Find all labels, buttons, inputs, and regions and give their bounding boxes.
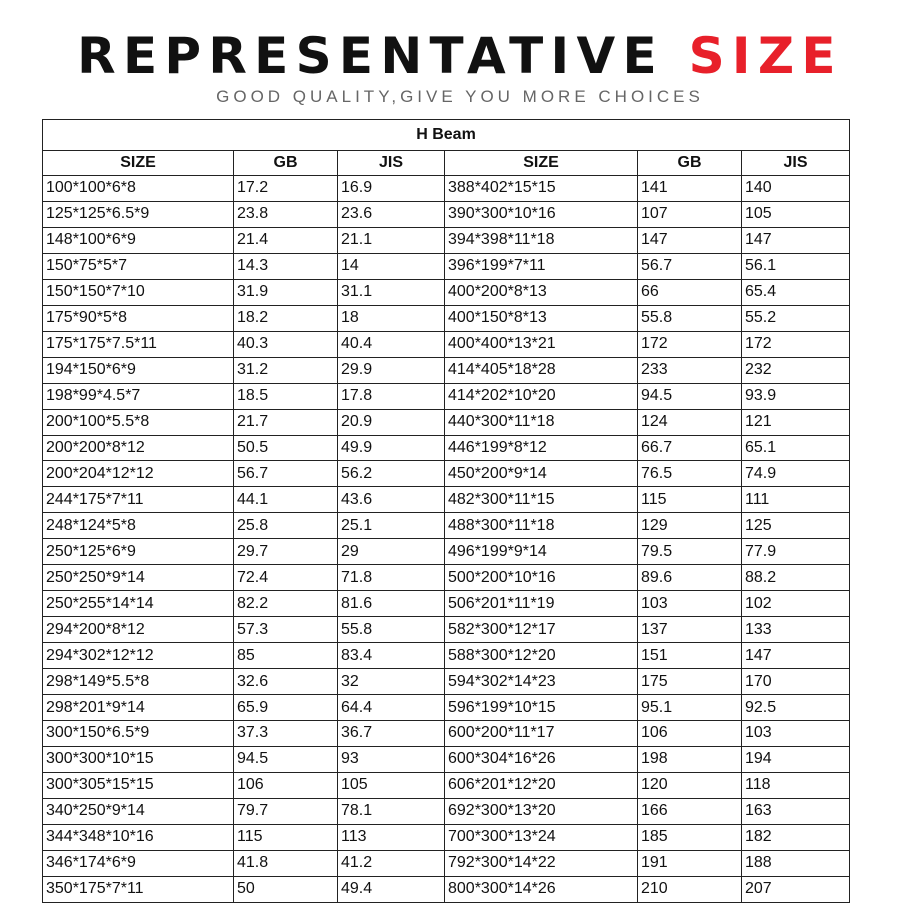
cell-size: 350*175*7*11 — [43, 876, 234, 902]
cell-size: 400*400*13*21 — [445, 331, 638, 357]
table-row — [43, 253, 850, 279]
cell-jis: 88.2 — [742, 565, 850, 591]
cell-jis: 77.9 — [742, 539, 850, 565]
column-header-gb: GB — [234, 151, 338, 176]
cell-size: 692*300*13*20 — [445, 798, 638, 824]
cell-size: 440*300*11*18 — [445, 409, 638, 435]
table-row — [43, 824, 850, 850]
table-row — [43, 876, 850, 902]
cell-jis: 29.9 — [338, 357, 445, 383]
cell-gb: 66 — [638, 279, 742, 305]
cell-jis: 103 — [742, 721, 850, 747]
column-header-size: SIZE — [43, 151, 234, 176]
page-headline — [0, 24, 920, 88]
cell-gb: 115 — [638, 487, 742, 513]
cell-jis: 20.9 — [338, 409, 445, 435]
table-row — [43, 695, 850, 721]
table-header-row — [43, 151, 850, 176]
cell-gb: 57.3 — [234, 617, 338, 643]
cell-jis: 105 — [742, 201, 850, 227]
cell-gb: 21.7 — [234, 409, 338, 435]
cell-gb: 29.7 — [234, 539, 338, 565]
table-row — [43, 435, 850, 461]
table-row — [43, 227, 850, 253]
cell-jis: 232 — [742, 357, 850, 383]
cell-gb: 40.3 — [234, 331, 338, 357]
table-title: H Beam — [43, 120, 850, 151]
headline-main: REPRESENTATIVE — [77, 27, 689, 85]
cell-size: 346*174*6*9 — [43, 850, 234, 876]
cell-gb: 37.3 — [234, 721, 338, 747]
cell-size: 150*150*7*10 — [43, 279, 234, 305]
cell-gb: 21.4 — [234, 227, 338, 253]
cell-gb: 210 — [638, 876, 742, 902]
cell-jis: 102 — [742, 591, 850, 617]
column-header-jis: JIS — [338, 151, 445, 176]
cell-size: 588*300*12*20 — [445, 643, 638, 669]
cell-jis: 49.9 — [338, 435, 445, 461]
cell-size: 200*204*12*12 — [43, 461, 234, 487]
cell-jis: 49.4 — [338, 876, 445, 902]
cell-gb: 79.5 — [638, 539, 742, 565]
cell-gb: 82.2 — [234, 591, 338, 617]
cell-size: 414*202*10*20 — [445, 383, 638, 409]
table-row — [43, 617, 850, 643]
cell-size: 298*149*5.5*8 — [43, 669, 234, 695]
cell-gb: 89.6 — [638, 565, 742, 591]
cell-jis: 71.8 — [338, 565, 445, 591]
cell-jis: 65.4 — [742, 279, 850, 305]
cell-size: 506*201*11*19 — [445, 591, 638, 617]
cell-gb: 166 — [638, 798, 742, 824]
cell-jis: 21.1 — [338, 227, 445, 253]
cell-size: 582*300*12*17 — [445, 617, 638, 643]
cell-gb: 72.4 — [234, 565, 338, 591]
cell-jis: 17.8 — [338, 383, 445, 409]
cell-size: 294*200*8*12 — [43, 617, 234, 643]
cell-gb: 76.5 — [638, 461, 742, 487]
cell-size: 250*255*14*14 — [43, 591, 234, 617]
cell-size: 300*300*10*15 — [43, 746, 234, 772]
cell-gb: 233 — [638, 357, 742, 383]
table-row — [43, 279, 850, 305]
table-row — [43, 201, 850, 227]
cell-gb: 50 — [234, 876, 338, 902]
cell-size: 390*300*10*16 — [445, 201, 638, 227]
cell-size: 450*200*9*14 — [445, 461, 638, 487]
table-row — [43, 565, 850, 591]
cell-jis: 29 — [338, 539, 445, 565]
table-row — [43, 591, 850, 617]
cell-size: 414*405*18*28 — [445, 357, 638, 383]
cell-size: 400*200*8*13 — [445, 279, 638, 305]
cell-gb: 151 — [638, 643, 742, 669]
cell-size: 446*199*8*12 — [445, 435, 638, 461]
cell-gb: 55.8 — [638, 305, 742, 331]
cell-jis: 43.6 — [338, 487, 445, 513]
cell-jis: 147 — [742, 227, 850, 253]
cell-jis: 105 — [338, 772, 445, 798]
cell-size: 394*398*11*18 — [445, 227, 638, 253]
cell-size: 125*125*6.5*9 — [43, 201, 234, 227]
cell-gb: 14.3 — [234, 253, 338, 279]
cell-size: 800*300*14*26 — [445, 876, 638, 902]
cell-gb: 198 — [638, 746, 742, 772]
cell-size: 244*175*7*11 — [43, 487, 234, 513]
table-row — [43, 305, 850, 331]
cell-jis: 147 — [742, 643, 850, 669]
cell-size: 388*402*15*15 — [445, 176, 638, 202]
cell-gb: 103 — [638, 591, 742, 617]
cell-gb: 147 — [638, 227, 742, 253]
cell-size: 150*75*5*7 — [43, 253, 234, 279]
cell-jis: 172 — [742, 331, 850, 357]
cell-gb: 137 — [638, 617, 742, 643]
column-header-jis: JIS — [742, 151, 850, 176]
table-row — [43, 513, 850, 539]
cell-size: 488*300*11*18 — [445, 513, 638, 539]
cell-size: 175*90*5*8 — [43, 305, 234, 331]
table-row — [43, 383, 850, 409]
cell-jis: 64.4 — [338, 695, 445, 721]
cell-size: 298*201*9*14 — [43, 695, 234, 721]
cell-gb: 23.8 — [234, 201, 338, 227]
cell-jis: 113 — [338, 824, 445, 850]
table-row — [43, 798, 850, 824]
cell-gb: 18.2 — [234, 305, 338, 331]
cell-gb: 106 — [638, 721, 742, 747]
cell-gb: 79.7 — [234, 798, 338, 824]
cell-size: 792*300*14*22 — [445, 850, 638, 876]
cell-size: 175*175*7.5*11 — [43, 331, 234, 357]
cell-gb: 185 — [638, 824, 742, 850]
table-row — [43, 409, 850, 435]
cell-size: 250*250*9*14 — [43, 565, 234, 591]
cell-jis: 55.8 — [338, 617, 445, 643]
cell-jis: 118 — [742, 772, 850, 798]
cell-jis: 92.5 — [742, 695, 850, 721]
cell-gb: 129 — [638, 513, 742, 539]
cell-size: 248*124*5*8 — [43, 513, 234, 539]
h-beam-table — [42, 119, 850, 903]
cell-jis: 23.6 — [338, 201, 445, 227]
cell-jis: 140 — [742, 176, 850, 202]
cell-gb: 44.1 — [234, 487, 338, 513]
cell-jis: 56.1 — [742, 253, 850, 279]
cell-jis: 65.1 — [742, 435, 850, 461]
cell-jis: 170 — [742, 669, 850, 695]
cell-gb: 56.7 — [234, 461, 338, 487]
table-row — [43, 669, 850, 695]
cell-size: 600*200*11*17 — [445, 721, 638, 747]
cell-size: 606*201*12*20 — [445, 772, 638, 798]
cell-jis: 40.4 — [338, 331, 445, 357]
cell-gb: 18.5 — [234, 383, 338, 409]
table-row — [43, 772, 850, 798]
cell-jis: 41.2 — [338, 850, 445, 876]
cell-size: 344*348*10*16 — [43, 824, 234, 850]
cell-size: 482*300*11*15 — [445, 487, 638, 513]
cell-jis: 56.2 — [338, 461, 445, 487]
cell-jis: 18 — [338, 305, 445, 331]
cell-jis: 133 — [742, 617, 850, 643]
cell-size: 294*302*12*12 — [43, 643, 234, 669]
cell-size: 300*150*6.5*9 — [43, 721, 234, 747]
cell-size: 194*150*6*9 — [43, 357, 234, 383]
table-row — [43, 721, 850, 747]
table-row — [43, 357, 850, 383]
cell-gb: 31.9 — [234, 279, 338, 305]
table-body — [43, 176, 850, 903]
column-header-size: SIZE — [445, 151, 638, 176]
cell-size: 496*199*9*14 — [445, 539, 638, 565]
cell-jis: 55.2 — [742, 305, 850, 331]
cell-gb: 120 — [638, 772, 742, 798]
cell-size: 300*305*15*15 — [43, 772, 234, 798]
table-row — [43, 331, 850, 357]
cell-jis: 121 — [742, 409, 850, 435]
cell-gb: 95.1 — [638, 695, 742, 721]
cell-gb: 32.6 — [234, 669, 338, 695]
cell-jis: 31.1 — [338, 279, 445, 305]
cell-gb: 94.5 — [234, 746, 338, 772]
cell-jis: 74.9 — [742, 461, 850, 487]
cell-jis: 16.9 — [338, 176, 445, 202]
cell-size: 396*199*7*11 — [445, 253, 638, 279]
cell-gb: 50.5 — [234, 435, 338, 461]
cell-size: 200*100*5.5*8 — [43, 409, 234, 435]
cell-size: 594*302*14*23 — [445, 669, 638, 695]
cell-jis: 163 — [742, 798, 850, 824]
cell-gb: 107 — [638, 201, 742, 227]
cell-jis: 25.1 — [338, 513, 445, 539]
cell-gb: 66.7 — [638, 435, 742, 461]
cell-gb: 31.2 — [234, 357, 338, 383]
cell-gb: 141 — [638, 176, 742, 202]
table-title-row — [43, 120, 850, 151]
cell-gb: 175 — [638, 669, 742, 695]
cell-gb: 25.8 — [234, 513, 338, 539]
cell-size: 340*250*9*14 — [43, 798, 234, 824]
table-row — [43, 539, 850, 565]
cell-gb: 17.2 — [234, 176, 338, 202]
cell-jis: 93 — [338, 746, 445, 772]
cell-gb: 85 — [234, 643, 338, 669]
cell-jis: 207 — [742, 876, 850, 902]
cell-size: 500*200*10*16 — [445, 565, 638, 591]
cell-jis: 83.4 — [338, 643, 445, 669]
cell-gb: 41.8 — [234, 850, 338, 876]
table-row — [43, 176, 850, 202]
cell-jis: 81.6 — [338, 591, 445, 617]
cell-size: 250*125*6*9 — [43, 539, 234, 565]
table-row — [43, 487, 850, 513]
cell-jis: 182 — [742, 824, 850, 850]
cell-size: 148*100*6*9 — [43, 227, 234, 253]
cell-gb: 124 — [638, 409, 742, 435]
cell-gb: 115 — [234, 824, 338, 850]
cell-jis: 14 — [338, 253, 445, 279]
table-row — [43, 746, 850, 772]
cell-gb: 94.5 — [638, 383, 742, 409]
headline-accent: SIZE — [688, 27, 843, 85]
column-header-gb: GB — [638, 151, 742, 176]
cell-size: 200*200*8*12 — [43, 435, 234, 461]
cell-size: 198*99*4.5*7 — [43, 383, 234, 409]
cell-size: 600*304*16*26 — [445, 746, 638, 772]
cell-size: 400*150*8*13 — [445, 305, 638, 331]
cell-gb: 191 — [638, 850, 742, 876]
cell-gb: 106 — [234, 772, 338, 798]
cell-jis: 32 — [338, 669, 445, 695]
cell-gb: 56.7 — [638, 253, 742, 279]
cell-jis: 111 — [742, 487, 850, 513]
table-row — [43, 643, 850, 669]
table-row — [43, 850, 850, 876]
cell-jis: 93.9 — [742, 383, 850, 409]
cell-size: 700*300*13*24 — [445, 824, 638, 850]
cell-jis: 78.1 — [338, 798, 445, 824]
cell-size: 596*199*10*15 — [445, 695, 638, 721]
cell-size: 100*100*6*8 — [43, 176, 234, 202]
cell-jis: 194 — [742, 746, 850, 772]
cell-jis: 188 — [742, 850, 850, 876]
cell-jis: 36.7 — [338, 721, 445, 747]
cell-gb: 65.9 — [234, 695, 338, 721]
cell-gb: 172 — [638, 331, 742, 357]
cell-jis: 125 — [742, 513, 850, 539]
table-row — [43, 461, 850, 487]
page-subtitle: GOOD QUALITY,GIVE YOU MORE CHOICES — [216, 87, 704, 106]
